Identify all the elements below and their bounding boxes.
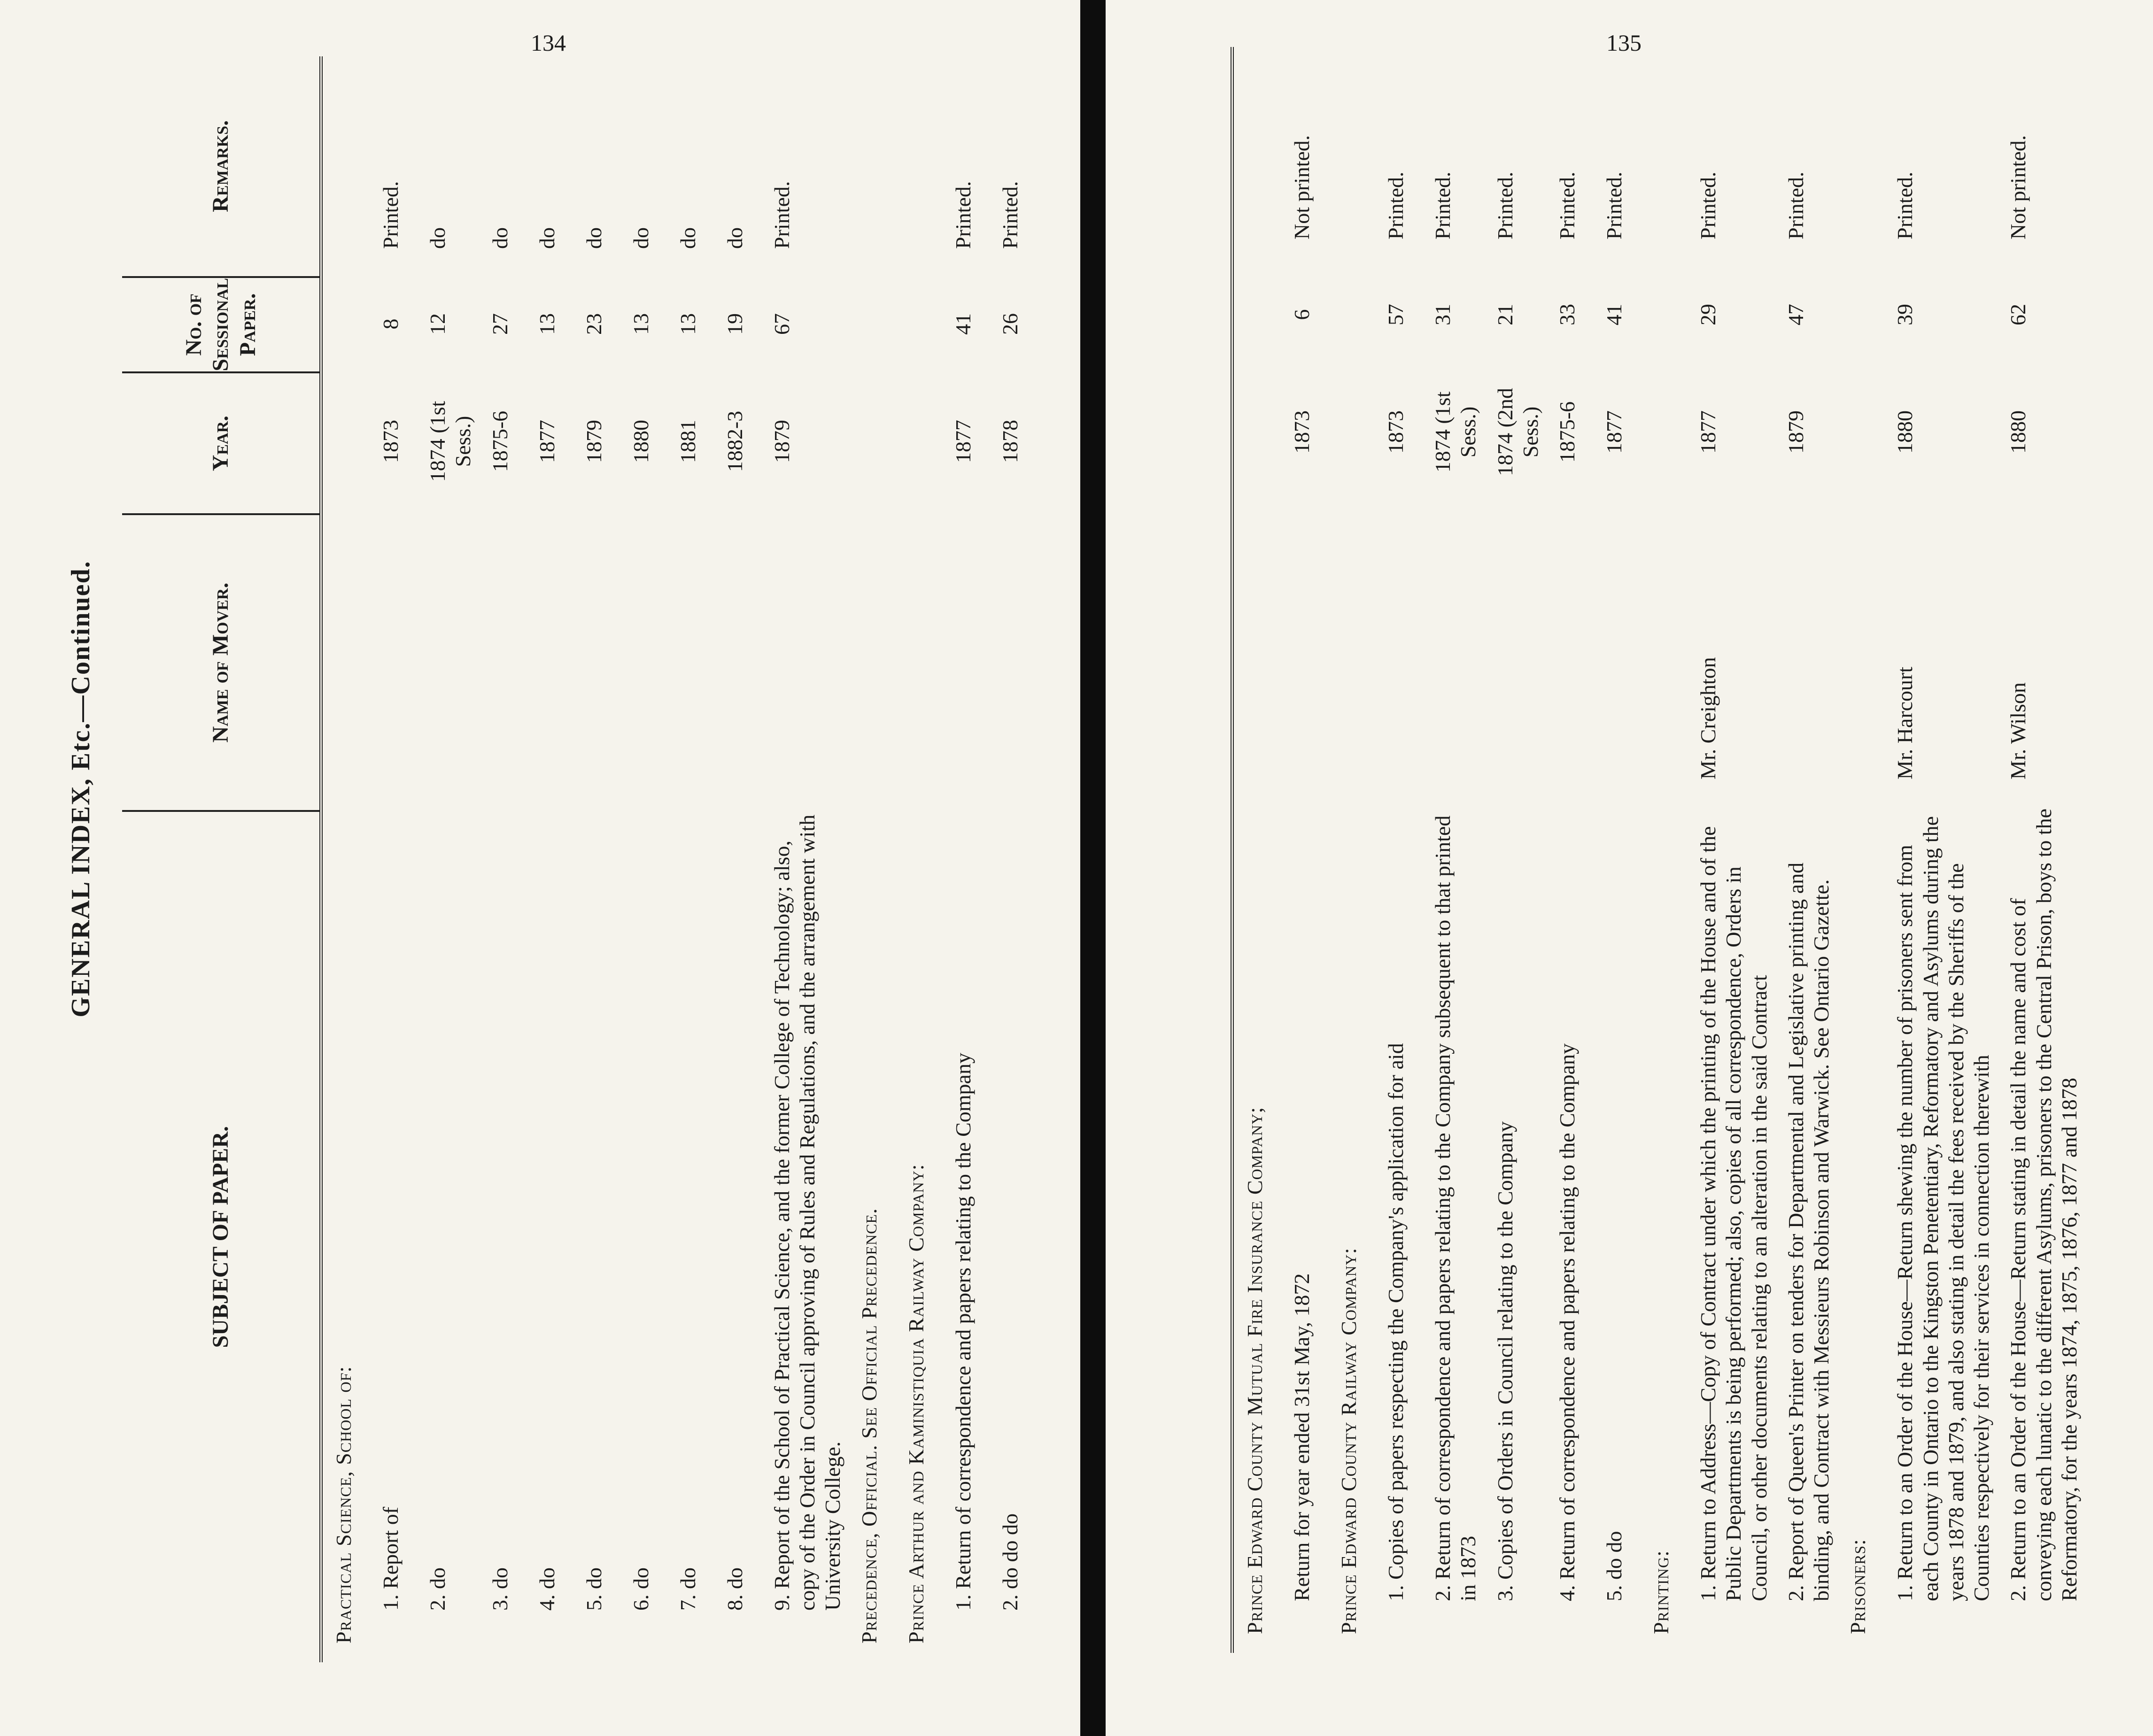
cell-year: 1875-6 <box>488 410 512 472</box>
cell-remarks: do <box>628 227 653 249</box>
cell-year: 1874 (2nd Sess.) <box>1493 388 1542 476</box>
cell-subject: 2. do <box>426 1567 449 1611</box>
cell-number: 29 <box>1696 304 1720 325</box>
cell-year: 1873 <box>1384 410 1408 454</box>
cell-number <box>895 277 906 371</box>
cell-subject: Prisoners: <box>1846 1538 1870 1634</box>
cell-year: 1877 <box>951 420 976 463</box>
book-spine <box>1080 0 1106 1736</box>
cell-remarks <box>1328 47 1339 268</box>
cell-number: 41 <box>1602 304 1626 325</box>
cell-subject: 5. do do <box>1602 1531 1626 1601</box>
table-row <box>714 56 761 1662</box>
table-row <box>573 56 620 1662</box>
table-header <box>122 56 323 1662</box>
cell-number: 19 <box>722 313 747 335</box>
cell-year: 1879 <box>769 420 794 463</box>
col-year: Year. <box>122 371 319 514</box>
cell-number: 12 <box>426 313 449 335</box>
cell-number <box>323 277 334 371</box>
cell-remarks <box>895 56 906 277</box>
cell-mover <box>1775 502 1786 798</box>
index-table-left <box>122 56 1036 1662</box>
cell-subject: Prince Edward County Mutual Fire Insurance Company; <box>1243 1106 1267 1634</box>
cell-subject: Prince Edward County Railway Company: <box>1337 1247 1361 1634</box>
table-row <box>1281 47 1328 1653</box>
col-subject: SUBJECT OF PAPER. <box>122 810 319 1662</box>
cell-year: 1874 (1st Sess.) <box>426 401 475 482</box>
cell-number <box>1328 268 1339 362</box>
cell-mover <box>1422 502 1433 798</box>
cell-remarks: Printed. <box>1431 171 1455 239</box>
cell-remarks <box>1640 47 1651 268</box>
col-remarks: Remarks. <box>208 120 233 212</box>
cell-mover <box>761 512 772 808</box>
cell-remarks: do <box>581 227 606 249</box>
cell-subject: 9. Report of the School of Practical Science, and the former College of Technology; also, copy of the Order in Council approving of Rules and Regulations, and the arrangement with University College. <box>769 814 845 1611</box>
section-heading-row <box>895 56 942 1662</box>
cell-year <box>848 371 860 512</box>
cell-number: 23 <box>581 313 606 335</box>
cell-mover <box>1234 502 1245 798</box>
cell-subject: 2. Return of correspondence and papers relating to the Company subsequent to that printed in 1873 <box>1431 815 1480 1601</box>
cell-subject: 2. Report of Queen's Printer on tenders for Departmental and Legislative printing and binding, and Contract with Messieurs Robinson and Warwick. See Ontario Gazette. <box>1783 862 1834 1601</box>
table-row <box>1593 47 1640 1653</box>
cell-number: 8 <box>379 318 403 330</box>
cell-subject: 3. do <box>488 1567 512 1611</box>
cell-subject: 2. Return to an Order of the House—Return stating in detail the name and cost of conveying each lunatic to the different Asylums, prisoners to the Central Prison, boys to the Reformatory, for the years 1874, 1875, 1876, 1877 and 1878 <box>2006 808 2081 1601</box>
cell-subject: 1. Report of <box>379 1506 403 1611</box>
cell-mover <box>1281 502 1292 798</box>
cell-year: 1878 <box>998 420 1022 463</box>
cell-mover <box>1593 502 1604 798</box>
cell-number: 6 <box>1290 309 1314 320</box>
running-head: GENERAL INDEX, Etc.—Continued. <box>66 560 95 1018</box>
cell-number: 13 <box>534 313 559 335</box>
cell-year <box>323 371 334 512</box>
cell-number: 62 <box>2006 304 2030 325</box>
cell-remarks: Printed. <box>1555 171 1580 239</box>
cell-mover <box>573 512 584 808</box>
page-number-right: 135 <box>1606 30 1642 56</box>
cell-subject: Practical Science, School of: <box>332 1366 356 1643</box>
cell-number: 67 <box>769 313 794 335</box>
table-row <box>989 56 1036 1662</box>
index-table-right <box>1202 47 2085 1653</box>
cell-remarks: Printed. <box>769 181 794 249</box>
cell-number <box>1234 268 1245 362</box>
col-no: No. of Sessional Paper. <box>122 276 319 371</box>
cell-subject: 3. Copies of Orders in Council relating to the Company <box>1493 1121 1517 1601</box>
cell-year <box>1837 362 1848 502</box>
cell-mover <box>1546 502 1557 798</box>
cell-remarks: Printed. <box>998 181 1022 249</box>
cell-remarks <box>1837 47 1848 268</box>
cell-year: 1879 <box>581 420 606 463</box>
table-row <box>667 56 714 1662</box>
cell-subject: 7. do <box>675 1567 700 1611</box>
cell-subject: Return for year ended 31st May, 1872 <box>1290 1273 1314 1601</box>
cell-remarks: Printed. <box>1384 171 1408 239</box>
cell-subject: Prince Arthur and Kaministiquia Railway Company: <box>904 1164 929 1643</box>
cell-year: 1881 <box>675 420 700 463</box>
cell-year: 1873 <box>1290 410 1314 454</box>
table-row <box>1687 47 1775 1653</box>
table-row <box>1422 47 1484 1653</box>
cell-number: 39 <box>1893 304 1917 325</box>
cell-mover <box>323 512 334 808</box>
cell-year <box>895 371 906 512</box>
table-body <box>1234 47 2085 1653</box>
cell-subject: 6. do <box>628 1567 653 1611</box>
cell-remarks: Printed. <box>1783 171 1808 239</box>
cell-mover <box>370 512 381 808</box>
cell-year: 1877 <box>534 420 559 463</box>
cell-mover <box>989 512 1000 808</box>
cell-remarks: do <box>488 227 512 249</box>
section-heading-row <box>848 56 895 1662</box>
cell-remarks: Printed. <box>1893 171 1917 239</box>
table-row <box>942 56 989 1662</box>
cell-subject: Precedence, Official. See Official Precedence. <box>857 1208 882 1643</box>
cell-year: 1882-3 <box>722 410 747 472</box>
cell-subject: 4. Return of correspondence and papers relating to the Company <box>1555 1043 1580 1601</box>
cell-remarks: Printed. <box>1696 171 1720 239</box>
cell-mover <box>667 512 678 808</box>
cell-subject: 2. do do do <box>998 1513 1022 1611</box>
cell-mover <box>1640 502 1651 798</box>
cell-number <box>1640 268 1651 362</box>
cell-year: 1875-6 <box>1555 401 1580 463</box>
cell-mover <box>714 512 725 808</box>
section-heading-row <box>1328 47 1375 1653</box>
cell-number: 47 <box>1783 304 1808 325</box>
section-heading-row <box>1640 47 1687 1653</box>
cell-subject: 5. do <box>581 1567 606 1611</box>
cell-number: 57 <box>1384 304 1408 325</box>
cell-subject: 1. Copies of papers respecting the Company's application for aid <box>1384 1043 1408 1601</box>
cell-year: 1880 <box>628 420 653 463</box>
cell-remarks <box>323 56 334 277</box>
table-row <box>620 56 667 1662</box>
cell-number: 41 <box>951 313 976 335</box>
cell-number: 21 <box>1493 304 1517 325</box>
cell-year: 1880 <box>1893 410 1917 454</box>
cell-mover <box>848 512 860 808</box>
cell-remarks: Printed. <box>1602 171 1626 239</box>
cell-year <box>1234 362 1245 502</box>
cell-year: 1877 <box>1602 410 1626 454</box>
page-number-left: 134 <box>531 30 566 56</box>
table-row <box>479 56 526 1662</box>
section-heading-row <box>1837 47 1884 1653</box>
cell-remarks: do <box>675 227 700 249</box>
cell-remarks: do <box>534 227 559 249</box>
cell-mover <box>417 512 428 808</box>
cell-year: 1874 (1st Sess.) <box>1431 391 1480 473</box>
cell-mover <box>942 512 953 808</box>
table-row <box>526 56 573 1662</box>
cell-subject: 8. do <box>722 1567 747 1611</box>
cell-number: 13 <box>675 313 700 335</box>
cell-subject: 4. do <box>534 1567 559 1611</box>
cell-mover: Mr. Wilson <box>2006 682 2030 779</box>
cell-mover <box>526 512 537 808</box>
cell-number: 31 <box>1431 304 1455 325</box>
table-row <box>1375 47 1422 1653</box>
table-row <box>1484 47 1547 1653</box>
cell-year <box>1640 362 1651 502</box>
cell-number: 33 <box>1555 304 1580 325</box>
cell-year: 1880 <box>2006 410 2030 454</box>
cell-remarks: Printed. <box>379 181 403 249</box>
cell-number: 13 <box>628 313 653 335</box>
col-mover: Name of Mover. <box>122 513 319 810</box>
cell-remarks: Printed. <box>1493 171 1517 239</box>
cell-year: 1879 <box>1783 410 1808 454</box>
right-page <box>1137 47 2081 1653</box>
cell-subject: 1. Return to an Order of the House—Return shewing the number of prisoners sent from each County in Ontario to the Kingston Penetentiary, Reformatory and Asylums during the years 1878 and 1879, and also stating in detail the fees received by the Sheriffs of the Counties respectively for their services in connection therewith <box>1893 816 1994 1601</box>
table-row <box>417 56 479 1662</box>
cell-remarks: do <box>426 227 449 249</box>
cell-mover <box>479 512 490 808</box>
cell-mover: Mr. Harcourt <box>1893 666 1917 779</box>
table-row <box>1546 47 1593 1653</box>
cell-mover <box>1484 502 1495 798</box>
cell-remarks <box>1234 47 1245 268</box>
table-body <box>323 56 1036 1662</box>
cell-remarks: Not printed. <box>2006 135 2030 239</box>
cell-mover: Mr. Creighton <box>1696 657 1720 779</box>
section-heading-row <box>1234 47 1281 1653</box>
cell-remarks: Printed. <box>951 181 976 249</box>
cell-subject: Printing: <box>1649 1550 1673 1634</box>
cell-mover <box>1328 502 1339 798</box>
cell-number: 26 <box>998 313 1022 335</box>
cell-year <box>1328 362 1339 502</box>
cell-remarks: do <box>722 227 747 249</box>
cell-mover <box>620 512 631 808</box>
cell-remarks: Not printed. <box>1290 135 1314 239</box>
cell-year: 1873 <box>379 420 403 463</box>
cell-mover <box>1375 502 1386 798</box>
cell-number <box>1837 268 1848 362</box>
cell-year: 1877 <box>1696 410 1720 454</box>
cell-mover <box>1837 502 1848 798</box>
cell-number <box>848 277 860 371</box>
table-row <box>1775 47 1837 1653</box>
table-row <box>1884 47 1997 1653</box>
table-header-rule <box>1202 47 1234 1653</box>
section-heading-row <box>323 56 370 1662</box>
table-row <box>761 56 849 1662</box>
cell-mover <box>895 512 906 808</box>
table-row <box>370 56 417 1662</box>
cell-number: 27 <box>488 313 512 335</box>
cell-remarks <box>848 56 860 277</box>
table-row <box>1997 47 2085 1653</box>
left-page <box>56 66 1022 1672</box>
cell-subject: 1. Return of correspondence and papers relating to the Company <box>951 1053 976 1611</box>
cell-subject: 1. Return to Address—Copy of Contract under which the printing of the House and of the Public Departments is being performed; also, copies of all correspondence, Orders in Council, or other documents relating to an alteration in the said Contract <box>1696 826 1771 1601</box>
